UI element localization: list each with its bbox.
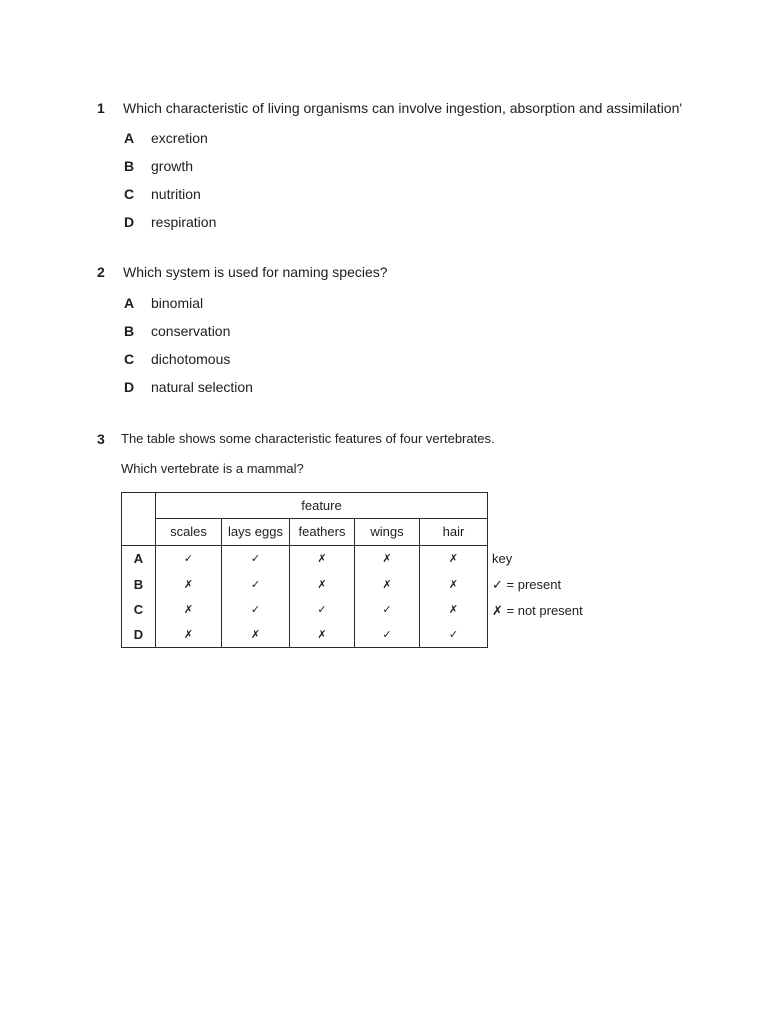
table-row-c <box>122 598 488 623</box>
column-header-feathers: feathers <box>290 519 355 546</box>
option-letter-a: A <box>124 130 135 146</box>
question-number: 1 <box>97 100 105 116</box>
option-text-d: natural selection <box>151 379 253 395</box>
features-table <box>121 492 488 648</box>
option-letter-b: B <box>124 158 135 174</box>
feature-group-header: feature <box>156 493 488 519</box>
row-label-d: D <box>122 623 156 648</box>
option-letter-a: A <box>124 295 135 311</box>
cell-b-hair: ✗ <box>420 572 488 598</box>
table-column-header-row <box>122 519 488 546</box>
column-header-scales: scales <box>156 519 222 546</box>
row-label-c: C <box>122 598 156 623</box>
option-letter-d: D <box>124 379 135 395</box>
cell-a-wings: ✗ <box>355 546 420 572</box>
option-text-a: excretion <box>151 130 208 146</box>
cell-a-feathers: ✗ <box>290 546 355 572</box>
table-row-b <box>122 572 488 598</box>
cell-c-feathers: ✓ <box>290 598 355 623</box>
cell-b-scales: ✗ <box>156 572 222 598</box>
question-number: 2 <box>97 264 105 280</box>
question-text: Which system is used for naming species? <box>123 264 388 280</box>
column-header-hair: hair <box>420 519 488 546</box>
question-text: Which characteristic of living organisms can involve ingestion, absorption and assimilation' <box>123 100 683 116</box>
option-letter-d: D <box>124 214 135 230</box>
cell-a-hair: ✗ <box>420 546 488 572</box>
question-text: Which vertebrate is a mammal? <box>121 461 304 476</box>
cell-b-wings: ✗ <box>355 572 420 598</box>
cell-c-lays-eggs: ✓ <box>222 598 290 623</box>
question-number: 3 <box>97 431 105 447</box>
table-row-d <box>122 623 488 648</box>
row-label-a: A <box>122 546 156 572</box>
key-present: ✓ = present <box>492 577 562 592</box>
column-header-wings: wings <box>355 519 420 546</box>
table-corner-cell <box>122 493 156 546</box>
cell-b-feathers: ✗ <box>290 572 355 598</box>
option-letter-c: C <box>124 351 135 367</box>
column-header-lays-eggs: lays eggs <box>222 519 290 546</box>
cell-b-lays-eggs: ✓ <box>222 572 290 598</box>
cell-c-wings: ✓ <box>355 598 420 623</box>
cell-c-hair: ✗ <box>420 598 488 623</box>
option-letter-b: B <box>124 323 135 339</box>
option-text-a: binomial <box>151 295 204 311</box>
question-intro: The table shows some characteristic features of four vertebrates. <box>121 431 495 446</box>
option-text-d: respiration <box>151 214 217 230</box>
cell-a-scales: ✓ <box>156 546 222 572</box>
key-not-present: ✗ = not present <box>492 603 583 618</box>
row-label-b: B <box>122 572 156 598</box>
cell-d-hair: ✓ <box>420 623 488 648</box>
table-header-row <box>122 493 488 519</box>
cell-d-wings: ✓ <box>355 623 420 648</box>
cell-c-scales: ✗ <box>156 598 222 623</box>
table-row-a <box>122 546 488 572</box>
cell-d-scales: ✗ <box>156 623 222 648</box>
option-text-b: growth <box>151 158 194 174</box>
option-text-b: conservation <box>151 323 231 339</box>
option-text-c: dichotomous <box>151 351 231 367</box>
option-text-c: nutrition <box>151 186 201 202</box>
cell-d-lays-eggs: ✗ <box>222 623 290 648</box>
cell-a-lays-eggs: ✓ <box>222 546 290 572</box>
option-letter-c: C <box>124 186 135 202</box>
cell-d-feathers: ✗ <box>290 623 355 648</box>
key-title: key <box>492 551 513 566</box>
